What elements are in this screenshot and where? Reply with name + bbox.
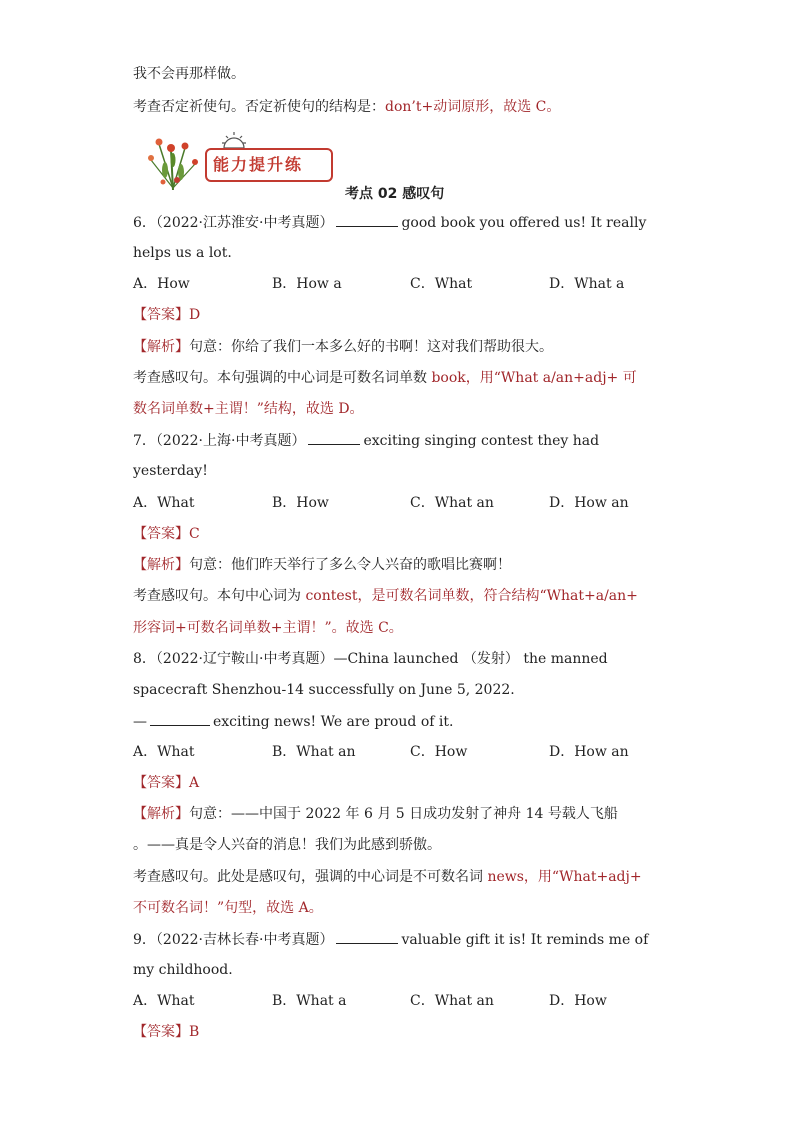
plant-decoration-icon [145, 130, 205, 192]
q7-analysis-2 [133, 586, 638, 606]
q7-text-a: exciting singing contest they had [363, 433, 600, 449]
q9-answer-value: B [189, 1024, 200, 1040]
q6-analysis-3: 数名词单数+主谓！”结构，故选 D。 [133, 401, 364, 417]
q6-blank [336, 212, 398, 227]
q8-analysis-text-1: 句意：——中国于 2022 年 6 月 5 日成功发射了神舟 14 号载人飞船 [189, 806, 618, 822]
q8-analysis-3 [133, 867, 642, 887]
q9-option-c: C．What an [410, 993, 494, 1009]
q8-option-c: C．How [410, 744, 468, 760]
q9-stem-line-2: my childhood. [133, 962, 233, 978]
q8-source: （2022·辽宁鞍山·中考真题） [155, 651, 334, 667]
q6-analysis-1 [133, 337, 553, 357]
q8-dash: — [133, 714, 147, 730]
q7-source: （2022·上海·中考真题） [155, 433, 306, 449]
q6-analysis-text-1: 句意：你给了我们一本多么好的书啊！这对我们帮助很大。 [189, 339, 553, 355]
q8-text-a: —China launched （发射） the manned [333, 651, 608, 667]
q8-analysis-text-3b: news，用“What+adj+ [487, 869, 642, 885]
q7-stem-line-1 [133, 430, 599, 451]
q7-blank [308, 430, 360, 445]
q8-answer [133, 773, 199, 793]
q6-option-a: A．How [133, 276, 190, 292]
banner-label: 能力提升练 [213, 155, 304, 174]
q7-analysis-1 [133, 555, 511, 575]
q6-analysis-text-2a: 考查感叹句。本句强调的中心词是可数名词单数 [133, 370, 432, 386]
q7-analysis-3: 形容词+可数名词单数+主谓！”。故选 C。 [133, 620, 403, 636]
q7-number: 7． [133, 433, 156, 449]
intro-line-2a: 考查否定祈使句。否定祈使句的结构是： [133, 99, 385, 115]
q9-answer-label: 【答案】 [133, 1024, 189, 1040]
q7-answer-label: 【答案】 [133, 526, 189, 542]
section-title: 考点 02 感叹句 [345, 186, 445, 202]
q8-number: 8． [133, 651, 156, 667]
q7-analysis-label: 【解析】 [133, 557, 189, 573]
q6-number: 6． [133, 215, 156, 231]
q8-analysis-2: 。——真是令人兴奋的消息！我们为此感到骄傲。 [133, 837, 441, 853]
q9-blank [336, 929, 398, 944]
q8-stem-line-2: spacecraft Shenzhou-14 successfully on June 5, 2022. [133, 682, 515, 698]
sun-cloud-icon [221, 130, 247, 150]
q6-stem-line-1 [133, 212, 646, 233]
q8-option-a: A．What [133, 744, 195, 760]
q6-answer-value: D [189, 307, 201, 323]
ability-banner [145, 130, 335, 192]
q7-analysis-text-2a: 考查感叹句。本句中心词为 [133, 588, 306, 604]
intro-line-2 [133, 97, 560, 117]
intro-line-1: 我不会再那样做。 [133, 66, 245, 82]
q7-option-d: D．How an [549, 495, 629, 511]
q8-analysis-label: 【解析】 [133, 806, 189, 822]
q6-answer [133, 305, 200, 325]
q8-option-b: B．What an [272, 744, 356, 760]
q7-option-b: B．How [272, 495, 329, 511]
q6-option-c: C．What [410, 276, 473, 292]
q8-stem-line-1 [133, 649, 608, 669]
q8-analysis-text-3a: 考查感叹句。此处是感叹句，强调的中心词是不可数名词 [133, 869, 488, 885]
q6-analysis-2 [133, 368, 637, 388]
q6-analysis-text-2b: book，用“What a/an+adj+ 可 [431, 370, 637, 386]
q6-analysis-label: 【解析】 [133, 339, 189, 355]
q7-stem-line-2: yesterday! [133, 463, 208, 479]
q9-number: 9． [133, 932, 156, 948]
q8-stem-line-3 [133, 711, 453, 732]
q9-option-a: A．What [133, 993, 195, 1009]
q9-option-d: D．How [549, 993, 607, 1009]
q8-option-d: D．How an [549, 744, 629, 760]
q9-answer [133, 1022, 199, 1042]
q7-analysis-text-2b: contest，是可数名词单数，符合结构“What+a/an+ [305, 588, 638, 604]
q7-answer-value: C [189, 526, 200, 542]
q9-option-b: B．What a [272, 993, 347, 1009]
q8-answer-label: 【答案】 [133, 775, 189, 791]
q6-text-a: good book you offered us! It really [401, 215, 647, 231]
q7-answer [133, 524, 200, 544]
intro-line-2b: don’t+动词原形，故选 C。 [385, 99, 561, 115]
q9-source: （2022·吉林长春·中考真题） [155, 932, 334, 948]
q6-stem-line-2: helps us a lot. [133, 245, 232, 261]
q9-stem-line-1 [133, 929, 648, 950]
q6-source: （2022·江苏淮安·中考真题） [155, 215, 334, 231]
q6-answer-label: 【答案】 [133, 307, 189, 323]
q8-analysis-4: 不可数名词！”句型，故选 A。 [133, 900, 323, 916]
q6-option-d: D．What a [549, 276, 625, 292]
q8-answer-value: A [189, 775, 200, 791]
q7-option-a: A．What [133, 495, 195, 511]
q7-option-c: C．What an [410, 495, 494, 511]
q6-option-b: B．How a [272, 276, 342, 292]
q8-analysis-1 [133, 804, 618, 824]
q9-text-a: valuable gift it is! It reminds me of [401, 932, 649, 948]
q7-analysis-text-1: 句意：他们昨天举行了多么令人兴奋的歌唱比赛啊！ [189, 557, 511, 573]
q8-blank [150, 711, 210, 726]
q8-text-c: exciting news! We are proud of it. [213, 714, 454, 730]
